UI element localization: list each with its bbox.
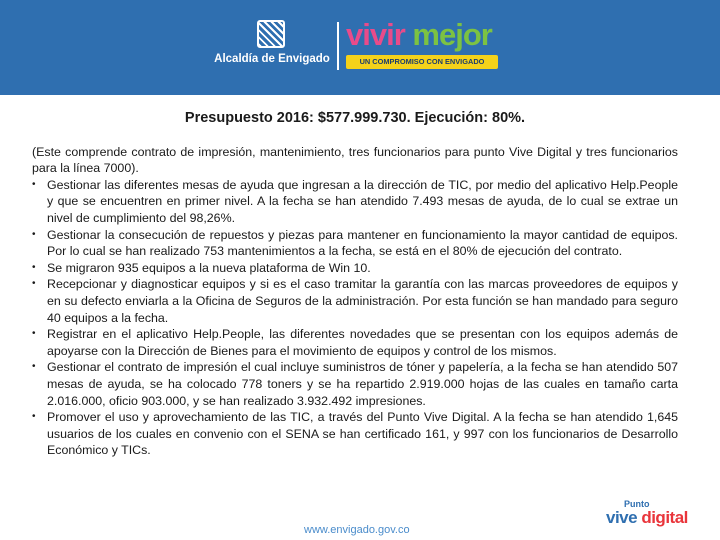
vive-digital-wordmark	[606, 508, 688, 528]
task-list	[32, 177, 678, 459]
vivir-mejor-wordmark	[346, 18, 492, 52]
bullet-icon: •	[32, 361, 36, 373]
bullet-icon: •	[32, 278, 36, 290]
alcaldia-name: Alcaldía de Envigado	[214, 53, 330, 65]
website-link[interactable]: www.envigado.gov.co	[304, 524, 410, 536]
list-item-text: Se migraron 935 equipos a la nueva plataforma de Win 10.	[47, 260, 371, 275]
list-item-text: Gestionar el contrato de impresión el cual incluye suministros de tóner y papelería, a la fecha se han atendido 507 mesas de ayuda, se ha colocado 778 toners y se ha repartido 2.919.000 hojas de las cuales en tamaño carta 2.016.000, oficio 903.000, y se han realizado 3.932.492 impresiones.	[47, 360, 678, 408]
list-item	[32, 227, 678, 260]
wordmark-mejor: mejor	[412, 17, 492, 52]
list-item-text: Gestionar las diferentes mesas de ayuda que ingresan a la dirección de TIC, por medio del aplicativo Help.People y que se encuentren en primer nivel. A la fecha se han atendido 7.493 mesas de ayuda, de lo cual se extrae un nivel de cumplimiento del 98,26%.	[47, 177, 678, 225]
bullet-icon: •	[32, 411, 36, 423]
list-item	[32, 276, 678, 326]
list-item-text: Recepcionar y diagnosticar equipos y si es el caso tramitar la garantía con las marcas proveedores de equipos y en su defecto enviarla a la Oficina de Seguros de la administración. Por esta función se han mandado para seguro 40 equipos a la fecha.	[47, 277, 678, 325]
slide-content	[32, 110, 678, 459]
budget-title: Presupuesto 2016: $577.999.730. Ejecución: 80%.	[184, 110, 526, 126]
header-banner	[0, 0, 720, 95]
list-item	[32, 409, 678, 459]
logo-divider	[337, 22, 339, 70]
alcaldia-logo	[212, 18, 332, 74]
bullet-icon: •	[32, 228, 36, 240]
list-item-text: Registrar en el aplicativo Help.People, las diferentes novedades que se presentan con los equipos además de apoyarse con la Dirección de Bienes para el movimiento de equipos y control de los mismos.	[47, 327, 678, 358]
list-item	[32, 359, 678, 409]
list-item-text: Gestionar la consecución de repuestos y piezas para mantener en funcionamiento la mayor cantidad de equipos. Por lo cual se han realizado 753 mantenimientos a la fecha, se está en el 80% de ejecución del contrato.	[47, 227, 678, 259]
bullet-icon: •	[32, 328, 36, 340]
wordmark-vivir: vivir	[346, 17, 405, 52]
list-item	[32, 260, 678, 277]
bullet-icon: •	[32, 261, 36, 273]
vivir-mejor-logo	[344, 18, 504, 76]
punto-label: Punto	[624, 499, 650, 509]
wordmark-digital: digital	[641, 508, 688, 527]
coat-of-arms-icon	[257, 20, 285, 48]
list-item	[32, 326, 678, 359]
list-item-text: Promover el uso y aprovechamiento de las TIC, a través del Punto Vive Digital. A la fecha se han atendido 1,645 usuarios de los cuales en convenio con el SENA se han certificado 161, y 997 con los funcionarios de Desarrollo Económico y TICs.	[47, 410, 678, 458]
list-item	[32, 177, 678, 227]
wordmark-vive: vive	[606, 508, 638, 527]
campaign-tagline: UN COMPROMISO CON ENVIGADO	[346, 55, 498, 69]
bullet-icon: •	[32, 178, 36, 190]
punto-vive-digital-logo	[606, 499, 710, 537]
intro-paragraph: (Este comprende contrato de impresión, mantenimiento, tres funcionarios para punto Vive Digital y tres funcionarios para la línea 7000).	[32, 144, 678, 176]
